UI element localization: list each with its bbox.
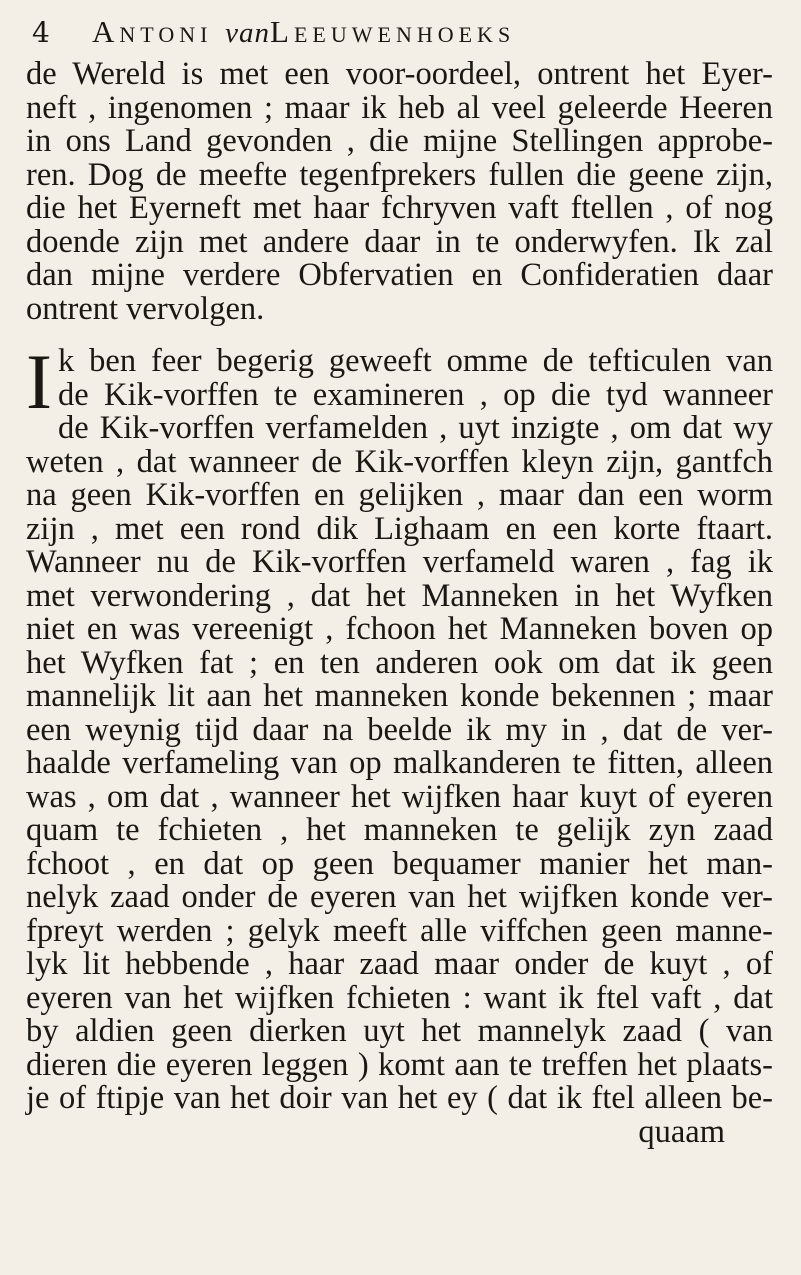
paragraph-2 — [26, 338, 773, 1150]
text-line: haalde verfameling van op malkanderen te fitten, alleen — [26, 745, 773, 781]
text-line: quam te fchieten , het manneken te gelijk zyn zaad — [26, 812, 773, 848]
text-line: de Kik-vorffen verfamelden , uyt inzigte , om dat wy — [57, 410, 773, 446]
text-line: met verwondering , dat het Manneken in het Wyfken — [26, 577, 773, 614]
text-line: de Wereld is met een voor-oordeel, ontrent het Eyer- — [26, 56, 773, 92]
text-line: je of ftipje van het doir van het ey ( dat ik ftel alleen be- — [26, 1080, 773, 1116]
text-line: doende zijn met andere daar in te onderwyfen. Ik zal — [26, 223, 773, 260]
text-line: nelyk zaad onder de eyeren van het wijfken konde ver- — [26, 879, 773, 915]
text-line: dan mijne verdere Obfervatien en Confideratien daar — [26, 257, 773, 293]
text-line: het Wyfken fat ; en ten anderen ook om dat ik geen — [26, 644, 773, 681]
text-line: by aldien geen dierken uyt het mannelyk zaad ( van — [26, 1013, 773, 1049]
page-number: 4 — [32, 16, 50, 49]
running-head-author-first: Antoni — [92, 14, 213, 49]
text-line: was , om dat , wanneer het wijfken haar kuyt of eyeren — [26, 778, 773, 815]
text-line: fpreyt werden ; gelyk meeft alle viffchen geen manne- — [26, 912, 773, 949]
text-line: een weynig tijd daar na beelde ik my in , dat de ver- — [26, 711, 773, 748]
running-head-particle: van — [225, 17, 271, 49]
text-line: weten , dat wanneer de Kik-vorffen kleyn zijn, gantfch — [26, 443, 773, 480]
text-line: ontrent vervolgen. — [26, 290, 265, 327]
text-line: mannelijk lit aan het manneken konde bekennen ; maar — [26, 678, 773, 714]
drop-cap: I — [26, 338, 52, 425]
text-line: na geen Kik-vorffen en gelijken , maar dan een worm — [26, 477, 773, 513]
text-line: ren. Dog de meefte tegenfprekers fullen die geene zijn, — [26, 156, 773, 193]
text-line: neft , ingenomen ; maar ik heb al veel geleerde Heeren — [26, 89, 773, 126]
running-head — [92, 14, 515, 50]
page-header — [26, 14, 773, 56]
paragraph-1 — [26, 58, 773, 326]
text-line: k ben feer begerig geweeft omme de tefticulen van — [57, 343, 773, 379]
text-line: Wanneer nu de Kik-vorffen verfameld waren , fag ik — [26, 544, 773, 580]
text-line: dieren die eyeren leggen ) komt aan te treffen het plaats- — [26, 1046, 773, 1083]
text-line: fchoot , en dat op geen bequamer manier het man- — [26, 845, 773, 882]
running-head-author-last: Leeuwenhoeks — [270, 14, 516, 49]
text-line: in ons Land gevonden , die mijne Stellingen approbe- — [26, 123, 773, 159]
text-line: eyeren van het wijfken fchieten : want ik ftel vaft , dat — [26, 979, 773, 1016]
text-line: zijn , met een rond dik Lighaam en een korte ftaart. — [26, 510, 773, 547]
text-line: niet en was vereenigt , fchoon het Manneken boven op — [26, 611, 773, 647]
text-line: de Kik-vorffen te examineren , op die tyd wanneer — [57, 376, 773, 413]
text-line: lyk lit hebbende , haar zaad maar onder de kuyt , of — [26, 946, 773, 982]
catchword: quaam — [638, 1113, 725, 1150]
text-line: die het Eyerneft met haar fchryven vaft ftellen , of nog — [26, 190, 773, 226]
